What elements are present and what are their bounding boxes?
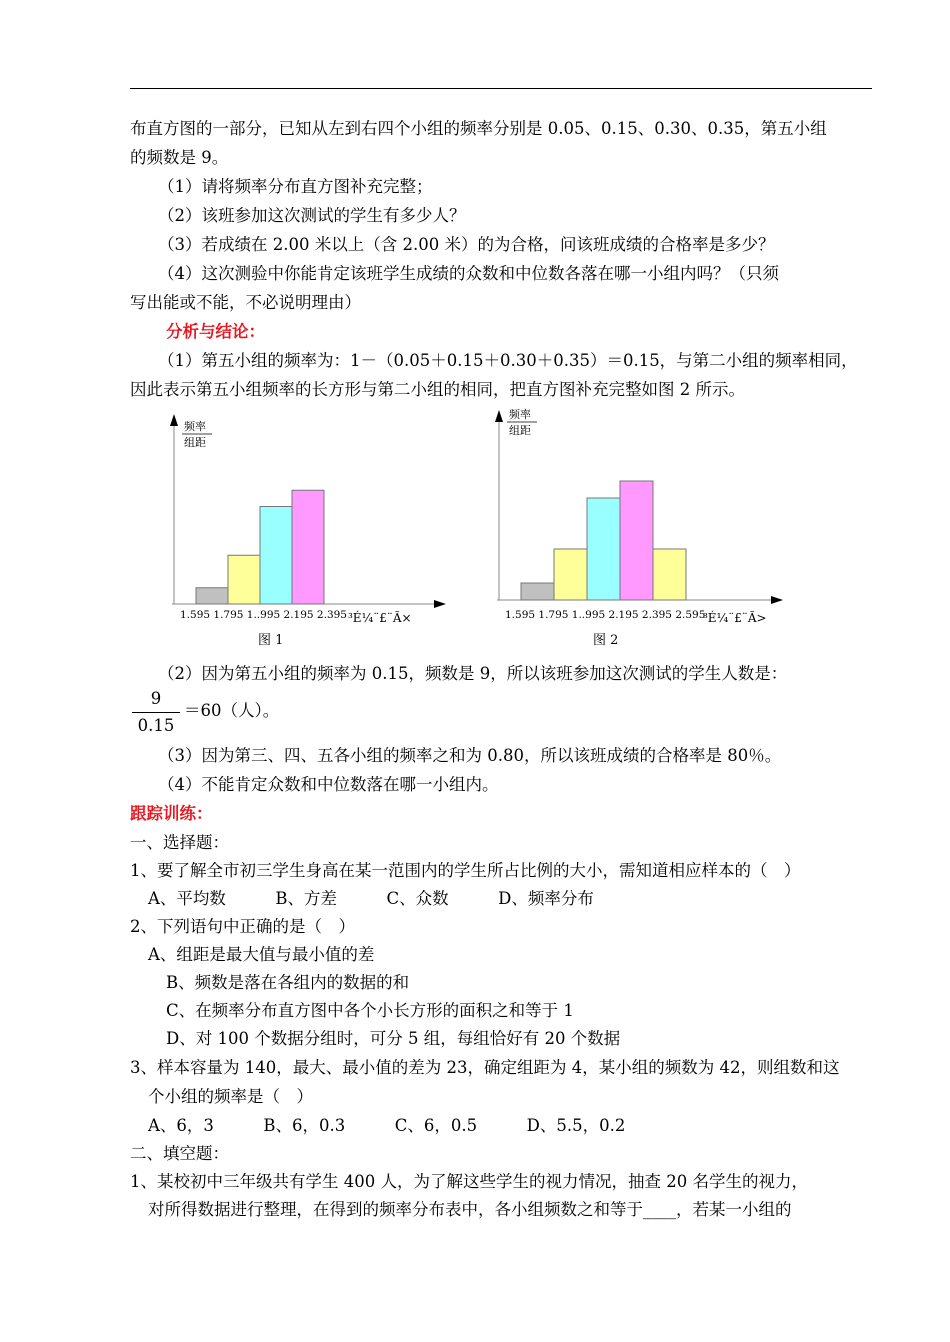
x-axis-label: ³É¼¨£¨Ã× [348, 611, 412, 625]
question-4-line-2: 写出能或不能，不必说明理由） [130, 293, 361, 312]
answer-1-line-1: （1）第五小组的频率为：1－（0.05＋0.15＋0.30＋0.35）＝0.15，与第二小组的频率相同， [158, 351, 858, 370]
histogram-bar [260, 507, 292, 605]
answer-4: （4）不能肯定众数和中位数落在哪一小组内。 [158, 775, 499, 794]
choice-question-3-line-1: 3、样本容量为 140，最大、最小值的差为 23，确定组距为 4，某小组的频数为 42，则组数和这 [130, 1058, 840, 1077]
choice-question-2-option-b: B、频数是落在各组内的数据的和 [166, 973, 410, 992]
answer-1-line-2: 因此表示第五小组频率的长方形与第二小组的相同，把直方图补充完整如图 2 所示。 [130, 380, 745, 399]
choice-question-2-option-c: C、在频率分布直方图中各个小长方形的面积之和等于 1 [166, 1001, 574, 1020]
question-2: （2）该班参加这次测试的学生有多少人？ [158, 206, 466, 225]
choice-question-3-options: A、6，3 B、6，0.3 C、6，0.5 D、5.5，0.2 [148, 1116, 626, 1135]
question-3: （3）若成绩在 2.00 米以上（含 2.00 米）的为合格，问该班成绩的合格率是多少？ [158, 235, 775, 254]
histogram-bar [653, 549, 686, 600]
histogram-bar [292, 490, 324, 604]
answer-3: （3）因为第三、四、五各小组的频率之和为 0.80，所以该班成绩的合格率是 80％。 [158, 746, 782, 765]
fraction-result: ＝60（人）。 [184, 701, 280, 720]
histogram-bar [228, 555, 260, 604]
figure-caption: 图 1 [258, 633, 284, 648]
choice-question-3-line-2: 个小组的频率是（ ） [148, 1087, 313, 1106]
y-label-top: 频率 [184, 420, 206, 433]
histogram-2 [475, 404, 795, 654]
fraction-bar [132, 712, 180, 713]
fraction-denominator: 0.15 [137, 716, 175, 735]
x-tick-labels: 1.595 1.795 1..995 2.195 2.395 2.595 [505, 609, 706, 621]
x-axis-label: ³É¼¨£¨Ã> [703, 611, 767, 625]
answer-2: （2）因为第五小组的频率为 0.15，频数是 9，所以该班参加这次测试的学生人数是： [158, 664, 788, 683]
choice-question-1-options: A、平均数 B、方差 C、众数 D、频率分布 [148, 889, 594, 908]
histogram-1 [150, 408, 450, 658]
choice-question-2-option-d: D、对 100 个数据分组时，可分 5 组，每组恰好有 20 个数据 [166, 1029, 621, 1048]
problem-line-2: 的频数是 9。 [130, 148, 229, 167]
histogram-bar [521, 583, 554, 600]
histogram-bar [620, 481, 653, 600]
choice-question-2: 2、下列语句中正确的是（ ） [130, 917, 355, 936]
question-4-line-1: （4）这次测验中你能肯定该班学生成绩的众数和中位数各落在哪一小组内吗？（只须 [158, 264, 779, 283]
x-tick-labels: 1.595 1.795 1..995 2.195 2.395 [180, 609, 347, 621]
x-axis-arrow-icon [434, 600, 446, 608]
analysis-heading: 分析与结论： [166, 322, 265, 341]
y-label-bottom: 组距 [184, 436, 206, 449]
choice-question-1: 1、要了解全市初三学生身高在某一范围内的学生所占比例的大小，需知道相应样本的（ ） [130, 861, 801, 880]
problem-line-1: 布直方图的一部分，已知从左到右四个小组的频率分别是 0.05、0.15、0.30、0.35，第五小组 [130, 119, 827, 138]
y-label-top: 频率 [509, 408, 531, 421]
x-axis-arrow-icon [771, 596, 783, 604]
choice-question-2-option-a: A、组距是最大值与最小值的差 [148, 945, 375, 964]
training-heading: 跟踪训练： [130, 804, 213, 823]
histogram-bar [554, 549, 587, 600]
fill-question-1-line-1: 1、某校初中三年级共有学生 400 人，为了解这些学生的视力情况，抽查 20 名学生的视力， [130, 1172, 808, 1191]
figure-1 [150, 408, 450, 662]
section-choice: 一、选择题： [130, 833, 229, 852]
figure-2 [475, 404, 795, 658]
figure-caption: 图 2 [593, 633, 619, 648]
y-axis-arrow-icon [495, 410, 503, 422]
fraction [132, 688, 180, 737]
fraction-numerator: 9 [150, 689, 162, 708]
histogram-bar [587, 498, 620, 600]
question-1: （1）请将频率分布直方图补充完整； [158, 177, 433, 196]
histogram-bar [196, 588, 228, 604]
y-axis-arrow-icon [170, 414, 178, 426]
y-label-bottom: 组距 [509, 424, 531, 437]
section-fill-in: 二、填空题： [130, 1144, 229, 1163]
fill-question-1-line-2: 对所得数据进行整理，在得到的频率分布表中，各小组频数之和等于____，若某一小组的 [148, 1200, 792, 1219]
header-rule [130, 88, 872, 89]
